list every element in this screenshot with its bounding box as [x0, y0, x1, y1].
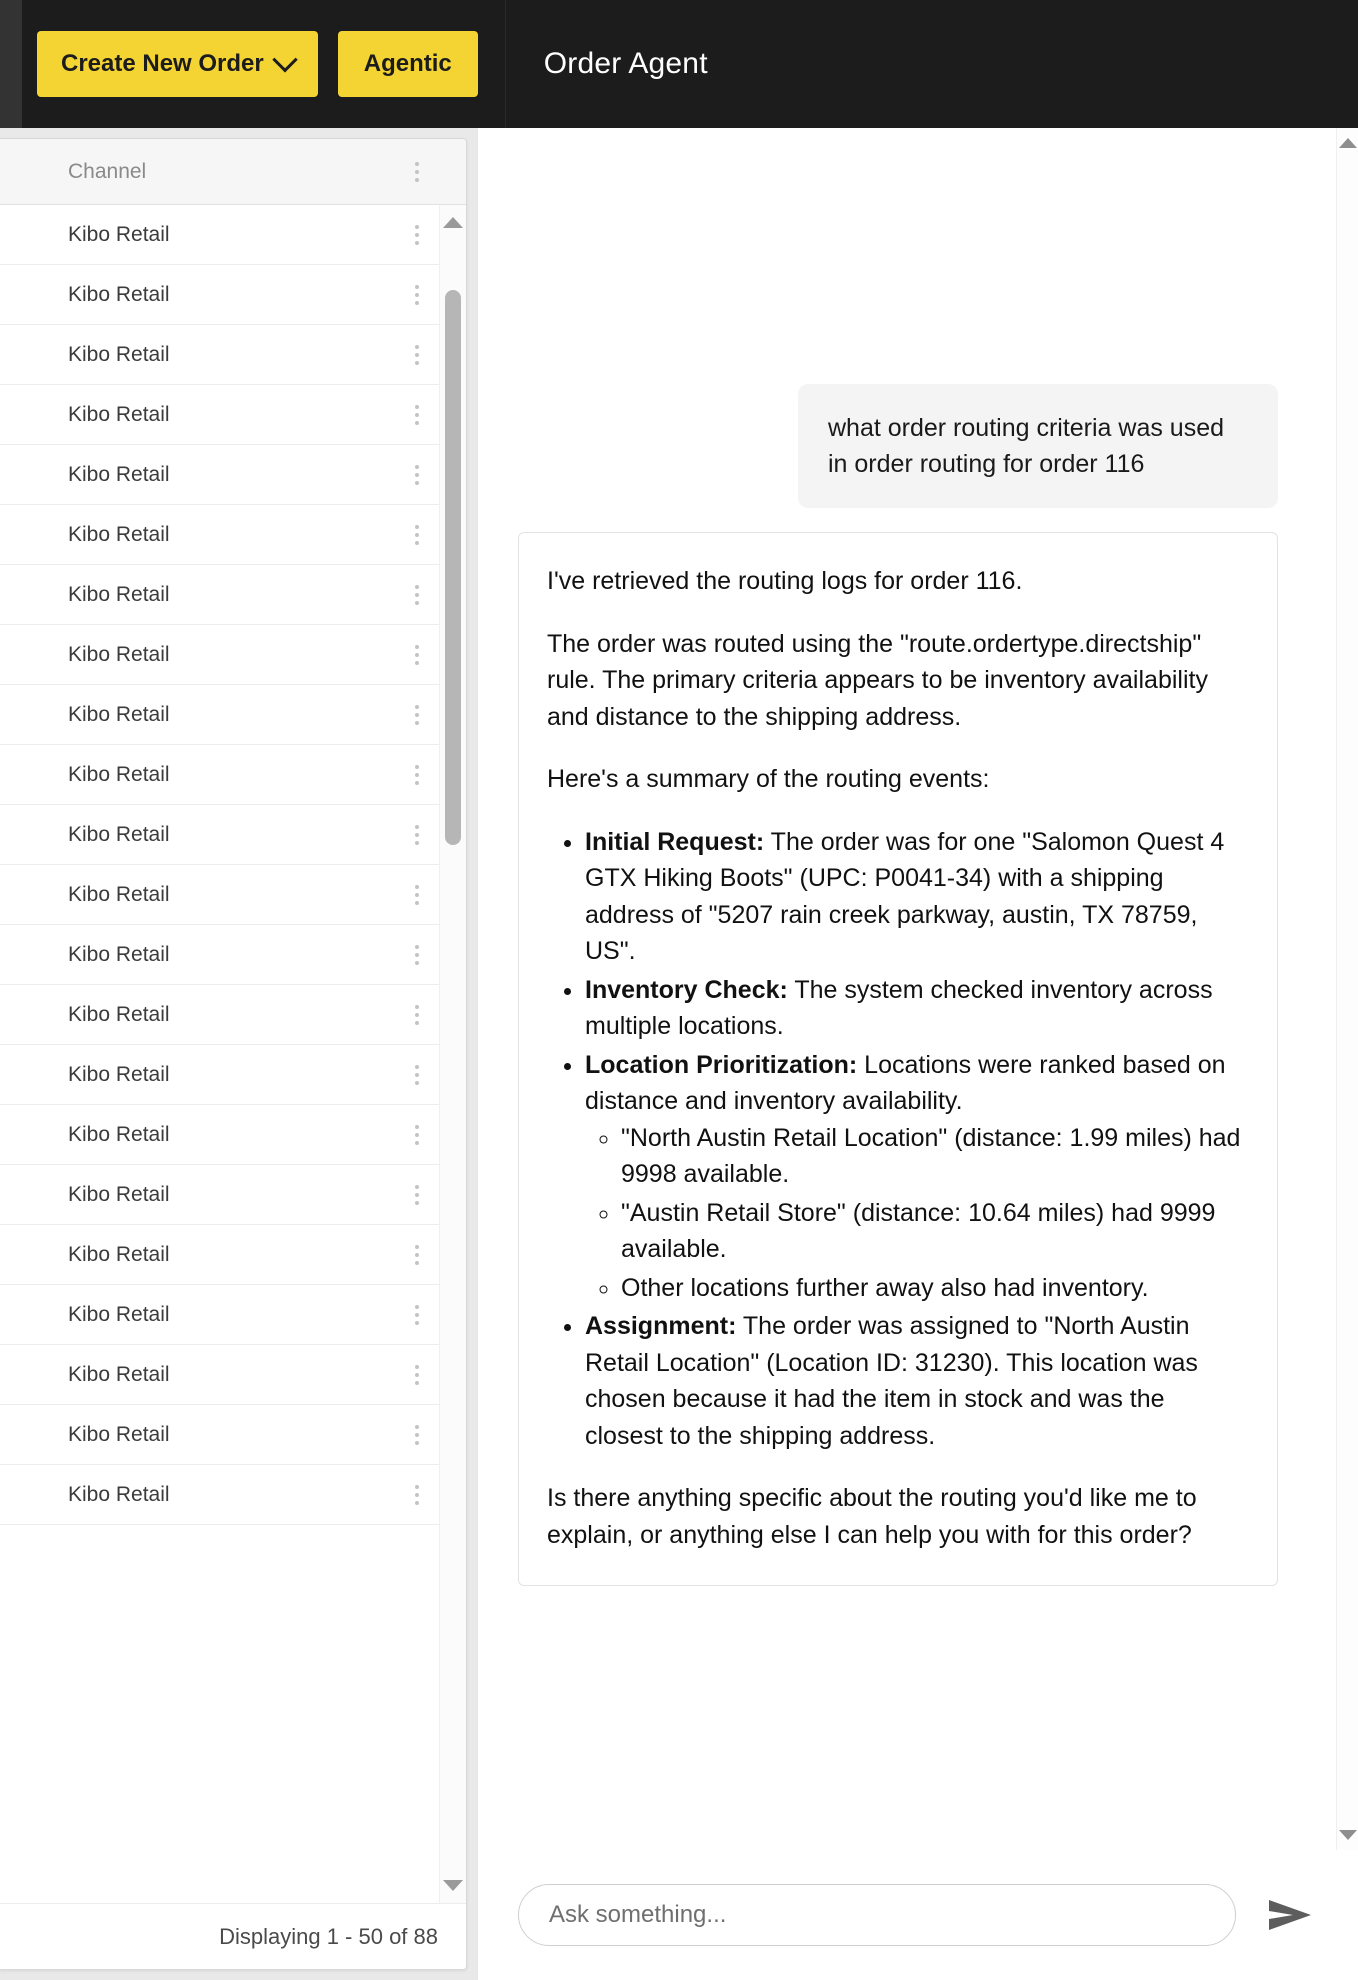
assistant-closing-paragraph: Is there anything specific about the routing you'd like me to explain, or anything else I can help you with for this order? — [547, 1484, 1197, 1549]
location-item: ◦ "North Austin Retail Location" (distance: 1.99 miles) had 9998 available. — [621, 1120, 1249, 1193]
cell-channel: Kibo Retail — [68, 882, 170, 906]
row-menu-icon[interactable] — [415, 405, 419, 425]
topbar-left-strip — [0, 0, 22, 128]
row-menu-icon[interactable] — [415, 1485, 419, 1505]
grid-footer — [0, 1903, 466, 1969]
row-menu-icon[interactable] — [415, 1065, 419, 1085]
column-menu-icon[interactable] — [415, 162, 419, 182]
table-row[interactable] — [0, 1405, 466, 1465]
table-row[interactable] — [0, 1345, 466, 1405]
row-menu-icon[interactable] — [415, 465, 419, 485]
table-row[interactable] — [0, 1465, 466, 1525]
table-row[interactable] — [0, 505, 466, 565]
grid-card — [0, 138, 467, 1970]
table-row[interactable] — [0, 925, 466, 985]
cell-channel: Kibo Retail — [68, 462, 170, 486]
assistant-paragraph-2: The order was routed using the "route.ordertype.directship" rule. The primary criteria appears to be inventory availability and distance to the shipping address. — [547, 629, 1208, 731]
chat-scrollbar[interactable] — [1336, 128, 1358, 1850]
chat-panel — [477, 128, 1358, 1980]
cell-channel: Kibo Retail — [68, 222, 170, 246]
scroll-up-arrow-icon[interactable] — [443, 217, 463, 228]
row-menu-icon[interactable] — [415, 1185, 419, 1205]
cell-channel: Kibo Retail — [68, 762, 170, 786]
paging-status: Displaying 1 - 50 of 88 — [219, 1923, 438, 1949]
table-row[interactable] — [0, 1285, 466, 1345]
cell-channel: Kibo Retail — [68, 1362, 170, 1386]
sidebar-grid-panel — [0, 128, 477, 1980]
table-row[interactable] — [0, 805, 466, 865]
cell-channel: Kibo Retail — [68, 582, 170, 606]
row-menu-icon[interactable] — [415, 345, 419, 365]
table-row[interactable] — [0, 1225, 466, 1285]
column-header-channel: Channel — [68, 159, 147, 183]
chat-composer — [478, 1850, 1358, 1980]
cell-channel: Kibo Retail — [68, 282, 170, 306]
user-message-row — [518, 384, 1278, 508]
row-menu-icon[interactable] — [415, 1365, 419, 1385]
table-row[interactable] — [0, 685, 466, 745]
table-row[interactable] — [0, 1105, 466, 1165]
row-menu-icon[interactable] — [415, 945, 419, 965]
row-menu-icon[interactable] — [415, 765, 419, 785]
grid-row-list — [0, 205, 466, 1525]
cell-channel: Kibo Retail — [68, 342, 170, 366]
chat-input[interactable] — [518, 1884, 1236, 1946]
assistant-message-bubble — [518, 532, 1278, 1586]
routing-event-item: • Assignment: The order was assigned to "North Austin Retail Location" (Location ID: 31230). This location was chosen because it had the item in stock and was the closest to the shipping address. — [585, 1308, 1249, 1454]
cell-channel: Kibo Retail — [68, 522, 170, 546]
grid-column-header — [0, 139, 466, 205]
location-item: ◦ Other locations further away also had inventory. — [621, 1270, 1249, 1307]
user-message-bubble: what order routing criteria was used in order routing for order 116 — [798, 384, 1278, 508]
row-menu-icon[interactable] — [415, 1125, 419, 1145]
row-menu-icon[interactable] — [415, 585, 419, 605]
cell-channel: Kibo Retail — [68, 1422, 170, 1446]
row-menu-icon[interactable] — [415, 1305, 419, 1325]
page-title: Order Agent — [543, 47, 708, 80]
table-row[interactable] — [0, 265, 466, 325]
row-menu-icon[interactable] — [415, 825, 419, 845]
chevron-down-icon — [272, 47, 297, 72]
assistant-intro-paragraph: I've retrieved the routing logs for order 116. — [547, 567, 1023, 595]
routing-event-item: • Location Prioritization: Locations were ranked based on distance and inventory availability. ◦ "North Austin Retail Location" (distance: 1.99 miles) had 9998 available. ◦ "Austin Retail Store" (distance: 10.64 miles) had 9999 available. ◦ Other locations further away also had inventory. — [585, 1047, 1249, 1307]
row-menu-icon[interactable] — [415, 1245, 419, 1265]
table-row[interactable] — [0, 565, 466, 625]
cell-channel: Kibo Retail — [68, 1002, 170, 1026]
routing-event-label: Inventory Check: — [585, 975, 788, 1004]
table-row[interactable] — [0, 385, 466, 445]
body-row — [0, 128, 1358, 1980]
agentic-button[interactable] — [338, 31, 478, 97]
send-button[interactable] — [1262, 1887, 1318, 1943]
table-row[interactable] — [0, 445, 466, 505]
location-item: ◦ "Austin Retail Store" (distance: 10.64 miles) had 9999 available. — [621, 1195, 1249, 1268]
routing-events-list — [547, 824, 1249, 1455]
table-row[interactable] — [0, 985, 466, 1045]
table-row[interactable] — [0, 1045, 466, 1105]
row-menu-icon[interactable] — [415, 1005, 419, 1025]
table-row[interactable] — [0, 865, 466, 925]
location-sublist — [585, 1120, 1249, 1307]
table-row[interactable] — [0, 205, 466, 265]
create-new-order-button[interactable] — [37, 31, 318, 97]
routing-event-label: Assignment: — [585, 1312, 737, 1340]
chat-scroll-area — [478, 128, 1358, 1850]
cell-channel: Kibo Retail — [68, 942, 170, 966]
routing-event-item: • Initial Request: The order was for one "Salomon Quest 4 GTX Hiking Boots" (UPC: P0041-34) with a shipping address of "5207 rain creek parkway, austin, TX 78759, US". — [585, 824, 1249, 970]
cell-channel: Kibo Retail — [68, 1182, 170, 1206]
row-menu-icon[interactable] — [415, 285, 419, 305]
sidebar-scrollbar[interactable] — [439, 205, 466, 1903]
row-menu-icon[interactable] — [415, 885, 419, 905]
table-row[interactable] — [0, 745, 466, 805]
row-menu-icon[interactable] — [415, 645, 419, 665]
send-icon — [1267, 1898, 1313, 1932]
cell-channel: Kibo Retail — [68, 1482, 170, 1506]
cell-channel: Kibo Retail — [68, 642, 170, 666]
cell-channel: Kibo Retail — [68, 1242, 170, 1266]
row-menu-icon[interactable] — [415, 225, 419, 245]
row-menu-icon[interactable] — [415, 525, 419, 545]
scrollbar-thumb[interactable] — [445, 290, 461, 845]
routing-event-label: Initial Request: — [585, 827, 765, 856]
chat-scroll-up-arrow-icon[interactable] — [1339, 138, 1357, 148]
routing-event-item: • Inventory Check: The system checked inventory across multiple locations. — [585, 972, 1249, 1045]
row-menu-icon[interactable] — [415, 705, 419, 725]
top-bar — [0, 0, 1358, 128]
cell-channel: Kibo Retail — [68, 1122, 170, 1146]
cell-channel: Kibo Retail — [68, 1302, 170, 1326]
assistant-paragraph-3: Here's a summary of the routing events: — [547, 765, 990, 793]
row-menu-icon[interactable] — [415, 1425, 419, 1445]
agent-title-container — [505, 0, 1358, 128]
cell-channel: Kibo Retail — [68, 822, 170, 846]
chat-message-list — [518, 128, 1318, 1586]
chat-scroll-down-arrow-icon[interactable] — [1339, 1830, 1357, 1840]
routing-event-label: Location Prioritization: — [585, 1050, 858, 1079]
table-row[interactable] — [0, 625, 466, 685]
agentic-label: Agentic — [363, 50, 452, 77]
cell-channel: Kibo Retail — [68, 702, 170, 726]
table-row[interactable] — [0, 325, 466, 385]
cell-channel: Kibo Retail — [68, 402, 170, 426]
grid-scroll-area — [0, 205, 466, 1903]
create-new-order-label: Create New Order — [61, 50, 264, 77]
scroll-down-arrow-icon[interactable] — [443, 1880, 463, 1891]
table-row[interactable] — [0, 1165, 466, 1225]
cell-channel: Kibo Retail — [68, 1062, 170, 1086]
